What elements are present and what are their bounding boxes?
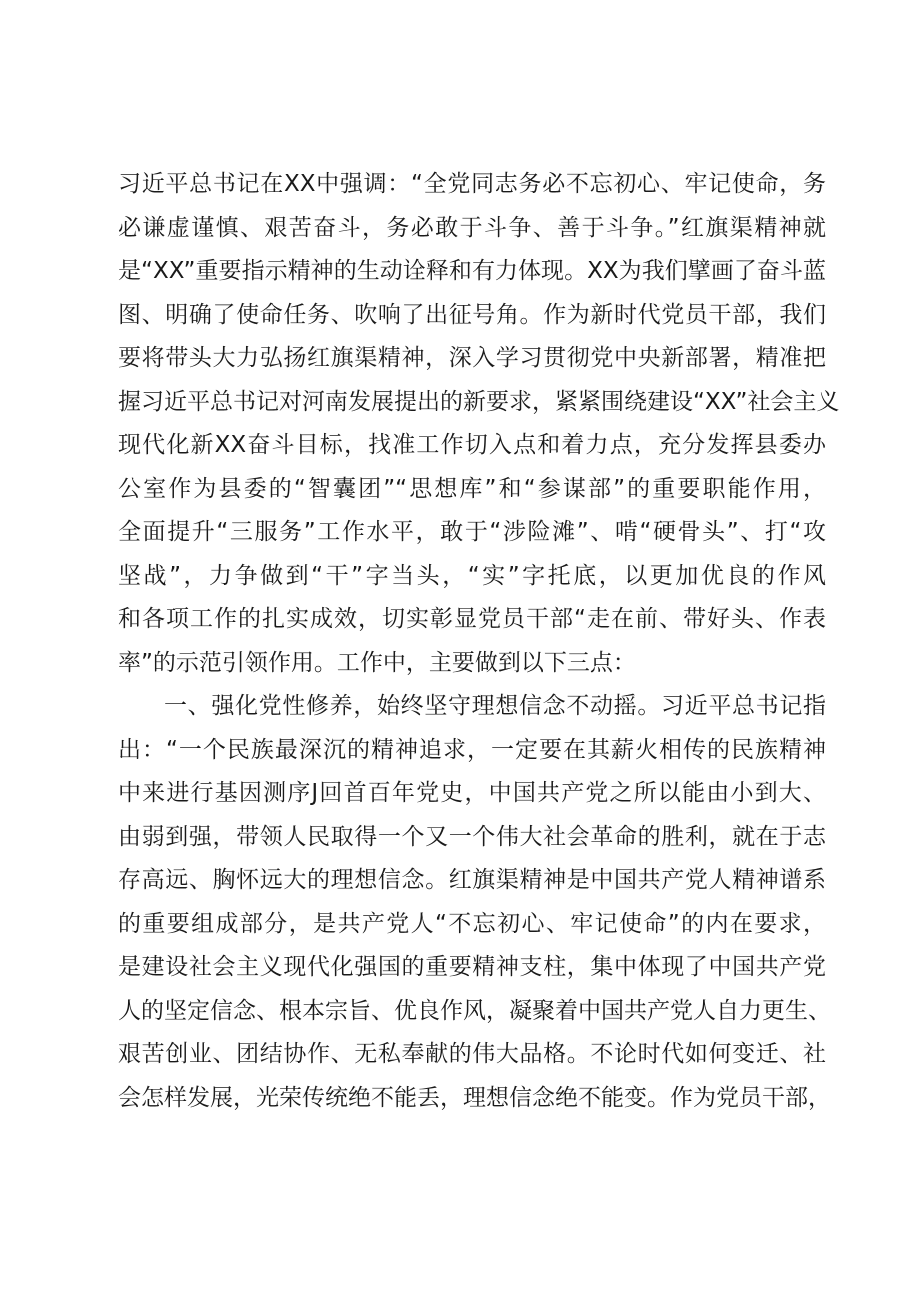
text-line: 必谦虚谨慎、艰苦奋斗，务必敢于斗争、善于斗争。”红旗渠精神就: [118, 214, 826, 241]
text-line: 全面提升“三服务”工作水平，敢于“涉险滩”、啃“硬骨头”、打“攻: [118, 519, 826, 545]
text-line: 和各项工作的扎实成效，切实彰显党员干部“走在前、带好头、作表: [118, 606, 826, 632]
text-line: 的重要组成部分，是共产党人“不忘初心、牢记使命”的内在要求，: [118, 910, 826, 937]
text-line: 公室作为县委的“智囊团”“思想库”和“参谋部”的重要职能作用，: [118, 475, 826, 502]
text-line: 坚战”，力争做到“干”字当头，“实”字托底，以更加优良的作风: [118, 562, 826, 589]
text-line: 是建设社会主义现代化强国的重要精神支柱，集中体现了中国共产党: [118, 954, 826, 980]
text-line: 艰苦创业、团结协作、无私奉献的伟大品格。不论时代如何变迁、社: [118, 1041, 826, 1067]
text-line: 现代化新XX奋斗目标，找准工作切入点和着力点，充分发挥县委办: [118, 432, 826, 458]
text-line: 握习近平总书记对河南发展提出的新要求，紧紧围绕建设“XX”社会主义: [118, 388, 840, 415]
text-line: 会怎样发展，光荣传统绝不能丢，理想信念绝不能变。作为党员干部，: [118, 1084, 831, 1111]
text-line: 要将带头大力弘扬红旗渠精神，深入学习贯彻党中央新部署，精准把: [118, 345, 826, 371]
text-line: 习近平总书记在XX中强调：“全党同志务必不忘初心、牢记使命，务: [118, 171, 826, 197]
text-line: 图、明确了使命任务、吹响了出征号角。作为新时代党员干部，我们: [118, 301, 826, 328]
section-heading-line: 一、强化党性修养，始终坚守理想信念不动摇。习近平总书记指: [164, 693, 826, 719]
text-line: 人的坚定信念、根本宗旨、优良作风，凝聚着中国共产党人自力更生、: [118, 997, 831, 1024]
text-line: 由弱到强，带领人民取得一个又一个伟大社会革命的胜利，就在于志: [118, 823, 826, 850]
text-line: 是“XX”重要指示精神的生动诠释和有力体现。XX为我们擘画了奋斗蓝: [118, 258, 826, 284]
text-line: 中来进行基因测序J回首百年党史，中国共产党之所以能由小到大、: [118, 780, 826, 806]
body-text: [118, 163, 840, 1120]
text-line: 率”的示范引领作用。工作中，主要做到以下三点：: [118, 649, 636, 676]
text-line: 出：“一个民族最深沉的精神追求，一定要在其薪火相传的民族精神: [118, 736, 826, 763]
text-line: 存高远、胸怀远大的理想信念。红旗渠精神是中国共产党人精神谱系: [118, 867, 826, 893]
